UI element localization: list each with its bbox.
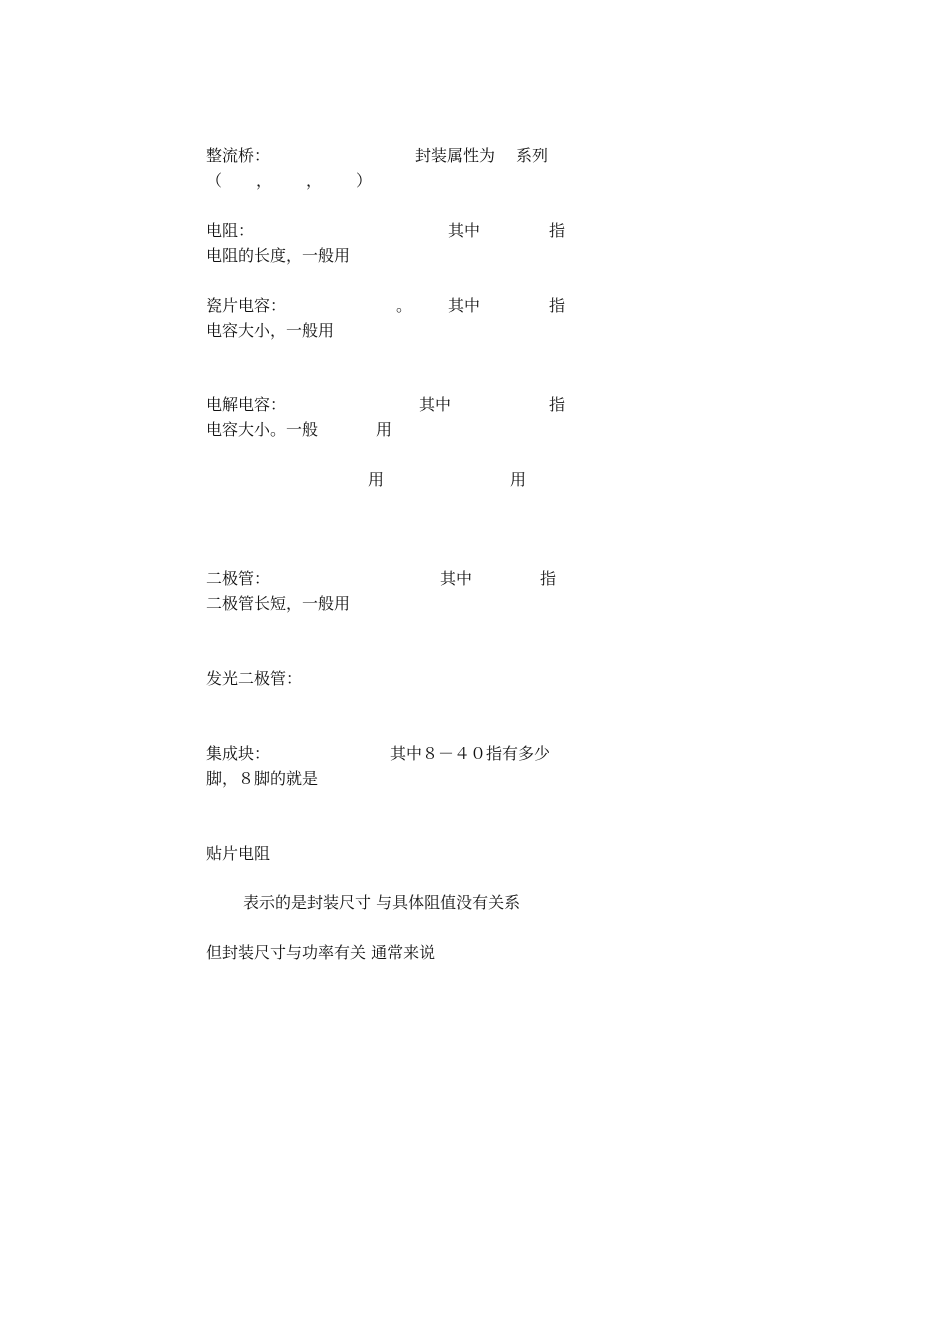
diode-description: 二极管长短，一般用 <box>206 594 351 613</box>
rectifier-bridge-comma-1: ， <box>256 171 273 190</box>
electrolytic-capacitor-use-text-3: 用 <box>510 470 527 489</box>
resistor-label: 电阻： <box>206 221 255 240</box>
ceramic-capacitor-where-text: 其中 <box>448 296 481 315</box>
smd-resistor-line-2: 但封装尺寸与功率有关 通常来说 <box>206 943 436 962</box>
ic-label: 集成块： <box>206 744 271 763</box>
ic-description: 脚，８脚的就是 <box>206 769 319 788</box>
rectifier-bridge-package-text: 封装属性为 <box>415 146 496 165</box>
diode-label: 二极管： <box>206 569 271 588</box>
electrolytic-capacitor-description: 电容大小。一般 <box>206 420 319 439</box>
resistor-where-text: 其中 <box>448 221 481 240</box>
rectifier-bridge-paren-open: （ <box>206 171 223 190</box>
ic-where-text: 其中８－４０指有多少 <box>390 744 551 763</box>
smd-resistor-line-1: 表示的是封装尺寸 与具体阻值没有关系 <box>243 893 521 912</box>
rectifier-bridge-series-text: 系列 <box>516 146 549 165</box>
electrolytic-capacitor-use-text: 用 <box>376 420 393 439</box>
led-label: 发光二极管： <box>206 669 303 688</box>
electrolytic-capacitor-where-text: 其中 <box>419 395 452 414</box>
ceramic-capacitor-refers-text: 指 <box>549 296 566 315</box>
resistor-refers-text: 指 <box>549 221 566 240</box>
ceramic-capacitor-period: 。 <box>396 296 413 315</box>
electrolytic-capacitor-refers-text: 指 <box>549 395 566 414</box>
electrolytic-capacitor-label: 电解电容： <box>206 395 287 414</box>
rectifier-bridge-comma-2: ， <box>306 171 323 190</box>
resistor-description: 电阻的长度，一般用 <box>206 246 351 265</box>
ceramic-capacitor-description: 电容大小，一般用 <box>206 321 335 340</box>
diode-refers-text: 指 <box>540 569 557 588</box>
diode-where-text: 其中 <box>440 569 473 588</box>
rectifier-bridge-paren-close: ） <box>356 171 373 190</box>
smd-resistor-title: 贴片电阻 <box>206 844 271 863</box>
rectifier-bridge-label: 整流桥： <box>206 146 271 165</box>
electrolytic-capacitor-use-text-2: 用 <box>368 470 385 489</box>
ceramic-capacitor-label: 瓷片电容： <box>206 296 287 315</box>
